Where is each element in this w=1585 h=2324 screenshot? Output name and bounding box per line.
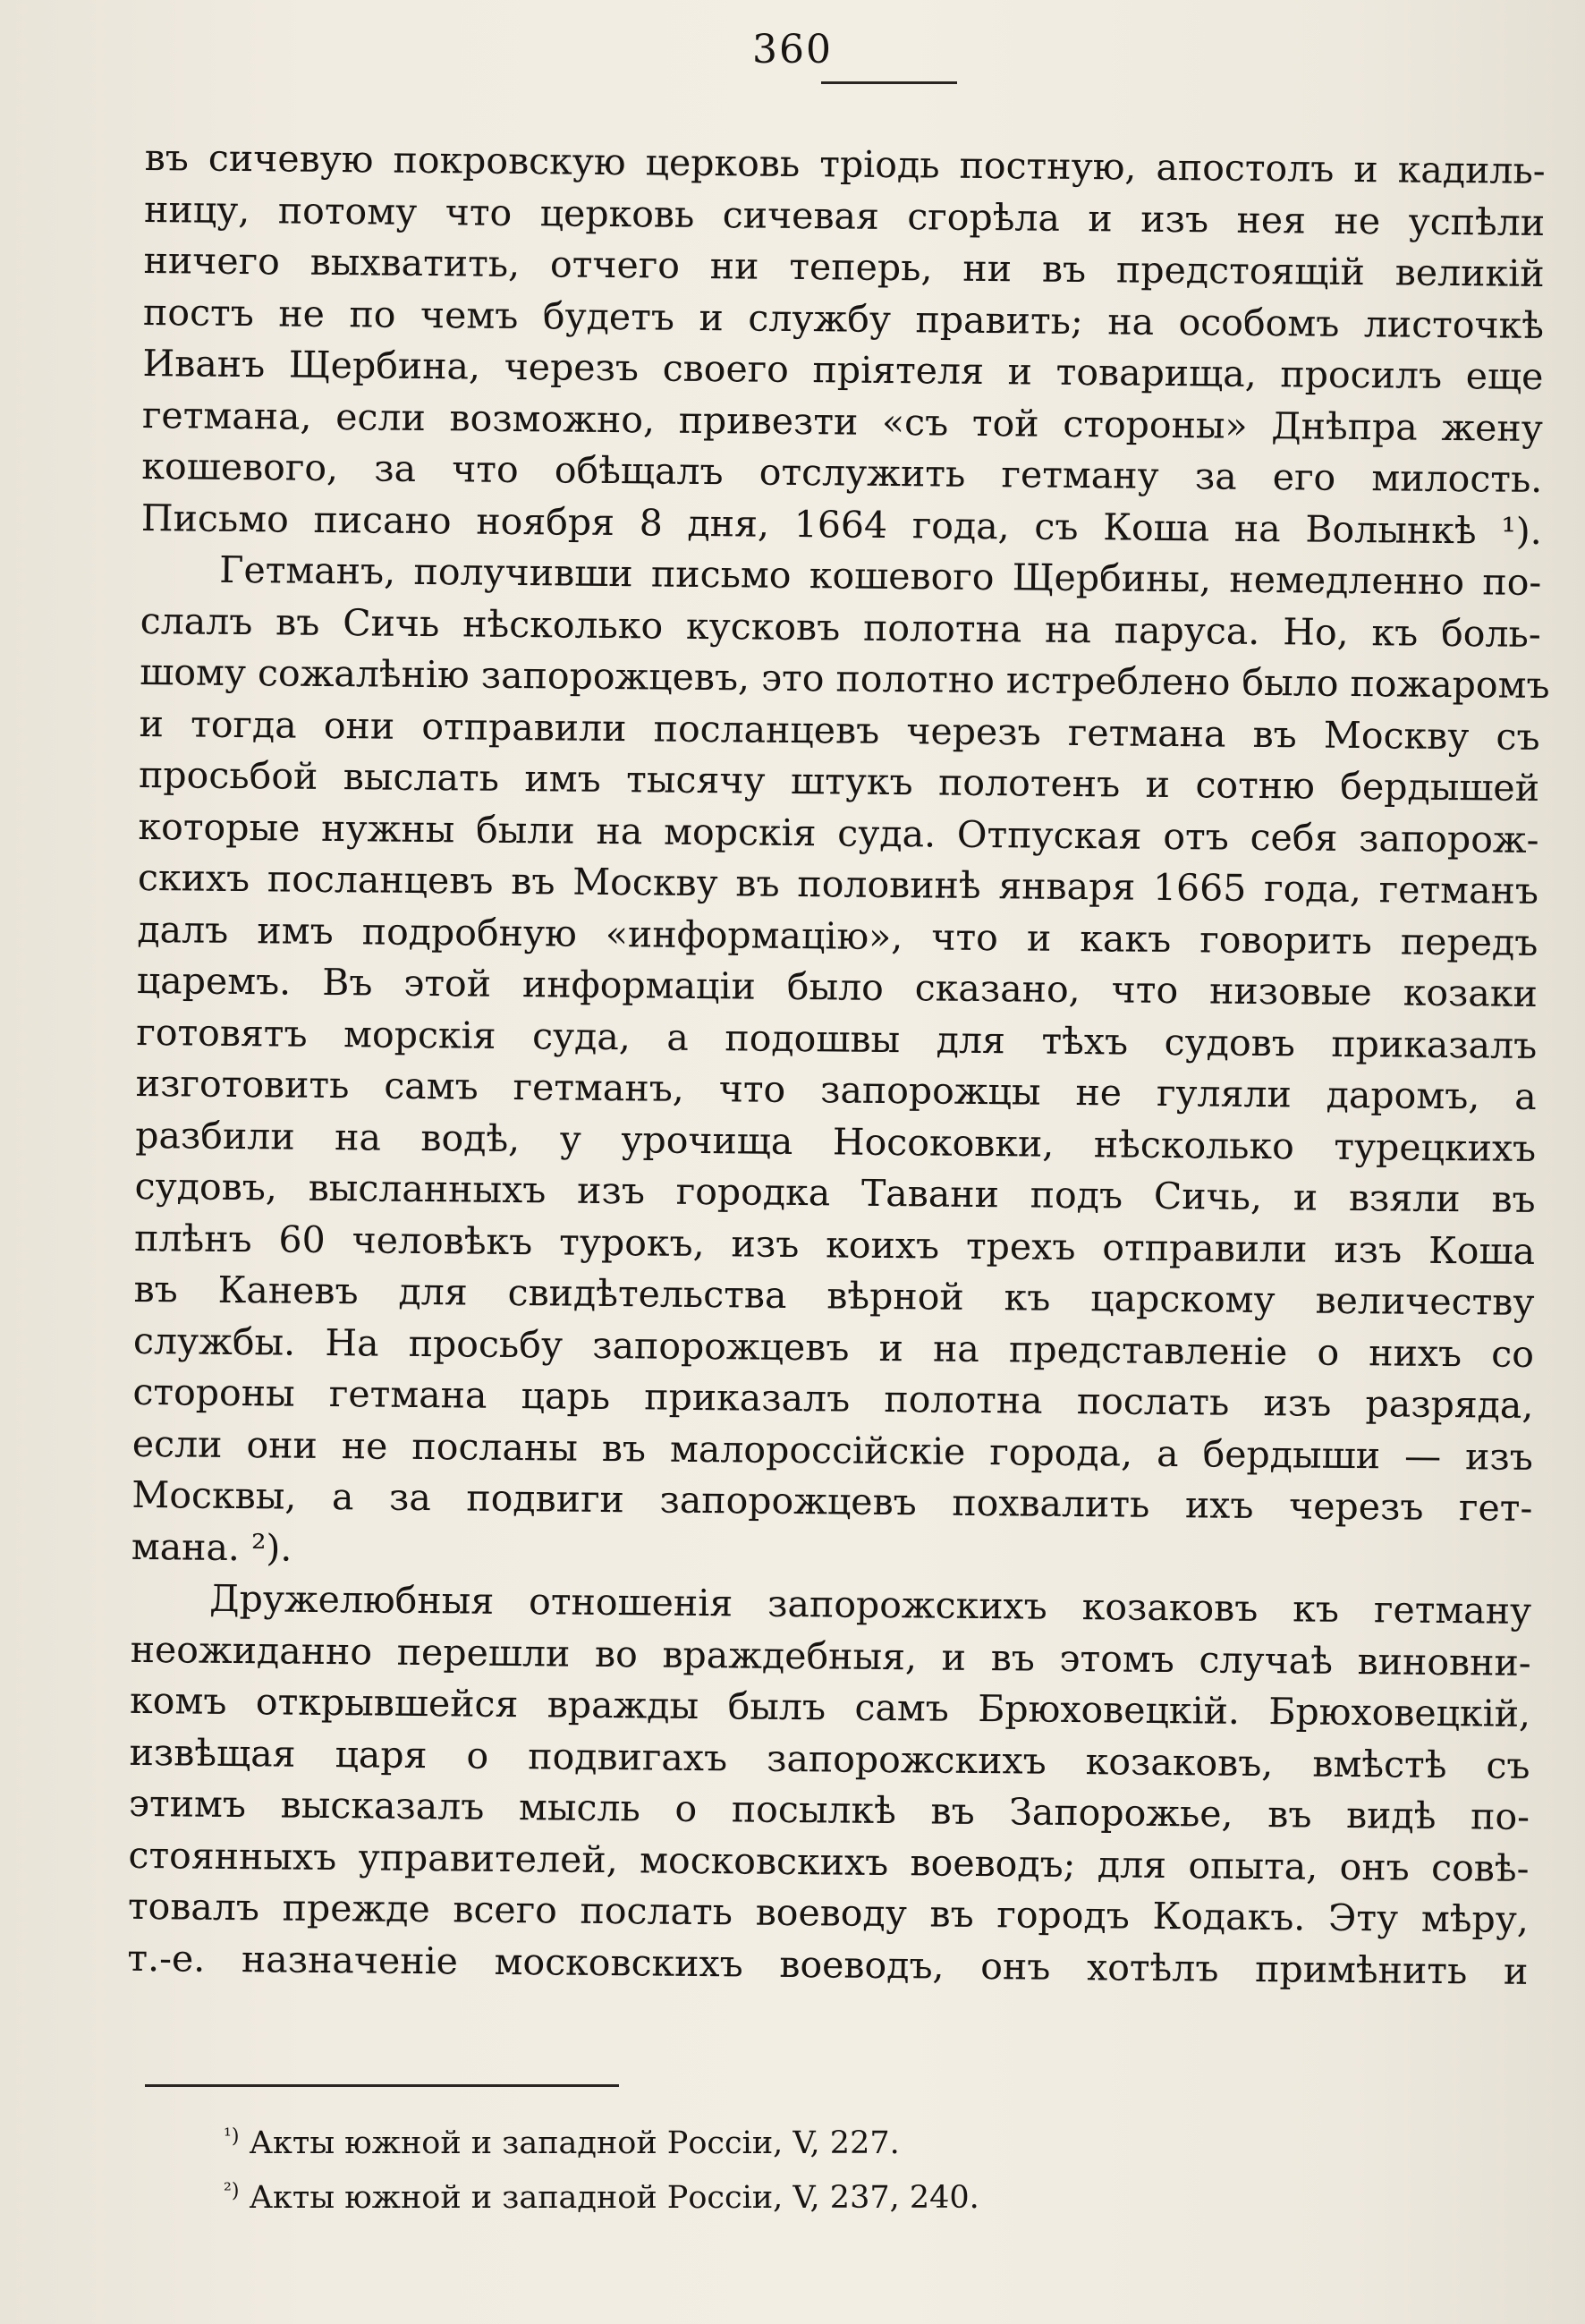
text-line: которые нужны были на морскія суда. Отпуская отъ себя запорож- bbox=[138, 804, 1539, 861]
text-line: ничего выхватить, отчего ни теперь, ни въ предстоящій великій bbox=[143, 238, 1545, 296]
text-line: службы. На просьбу запорожцевъ и на представленіе о нихъ со bbox=[132, 1319, 1535, 1376]
text-line: комъ открывшейся вражды былъ самъ Брюховецкій. Брюховецкій, bbox=[129, 1678, 1531, 1735]
text-line: извѣщая царя о подвигахъ запорожскихъ козаковъ, вмѣстѣ съ bbox=[129, 1730, 1530, 1787]
text-line: въ Каневъ для свидѣтельства вѣрной къ царскому величеству bbox=[133, 1267, 1535, 1324]
footnote-text: Акты южной и западной Россіи, V, 237, 240. bbox=[249, 2180, 979, 2216]
text-line: царемъ. Въ этой информаціи было сказано, что низовые козаки bbox=[136, 958, 1538, 1015]
text-line: стоянныхъ управителей, московскихъ воеводъ; для опыта, онъ совѣ- bbox=[128, 1833, 1530, 1890]
footnotes bbox=[224, 2113, 979, 2222]
footnote-separator bbox=[145, 2084, 619, 2087]
text-line: товалъ прежде всего послать воеводу въ городъ Кодакъ. Эту мѣру, bbox=[127, 1884, 1530, 1941]
text-line: шому сожалѣнію запорожцевъ, это полотно истреблено было пожаромъ bbox=[139, 649, 1550, 708]
text-line: неожиданно перешли во враждебныя, и въ этомъ случаѣ виновни- bbox=[130, 1627, 1531, 1684]
footnote-1 bbox=[224, 2113, 979, 2167]
text-line: судовъ, высланныхъ изъ городка Тавани подъ Сичь, и взяли въ bbox=[134, 1164, 1536, 1221]
text-line: просьбой выслать имъ тысячу штукъ полотенъ и сотню бердышей bbox=[138, 752, 1540, 810]
text-line: скихъ посланцевъ въ Москву въ половинѣ января 1665 года, гетманъ bbox=[137, 855, 1539, 912]
footnote-text: Акты южной и западной Россіи, V, 227. bbox=[249, 2125, 900, 2161]
text-line: Москвы, а за подвиги запорожцевъ похвалить ихъ черезъ гет- bbox=[131, 1472, 1533, 1530]
paragraph-end-line: мана. ²). bbox=[131, 1524, 292, 1570]
text-line: постъ не по чемъ будетъ и службу править; на особомъ листочкѣ bbox=[142, 290, 1545, 347]
footnote-marker: ¹) bbox=[224, 2125, 240, 2148]
text-line: гетмана, если возможно, привезти «съ той стороны» Днѣпра жену bbox=[141, 393, 1544, 450]
text-line: изготовить самъ гетманъ, что запорожцы не гуляли даромъ, а bbox=[135, 1061, 1537, 1118]
page-number: 360 bbox=[752, 27, 833, 72]
text-line: слалъ въ Сичь нѣсколько кусковъ полотна на паруса. Но, къ боль- bbox=[140, 598, 1541, 656]
paragraph-start-line: Гетманъ, получивши письмо кошевого Щербины, немедленно по- bbox=[219, 547, 1542, 605]
text-line: далъ имъ подробную «информацію», что и какъ говорить передъ bbox=[137, 907, 1538, 964]
text-line: т.-е. назначеніе московскихъ воеводъ, онъ хотѣлъ примѣнить и bbox=[127, 1936, 1529, 1993]
paragraph-start-line: Дружелюбныя отношенія запорожскихъ козаковъ къ гетману bbox=[209, 1576, 1532, 1633]
footnote-marker: ²) bbox=[224, 2180, 240, 2202]
text-line: Письмо писано ноября 8 дня, 1664 года, съ Коша на Волынкѣ ¹). bbox=[140, 496, 1543, 553]
footnote-2 bbox=[224, 2167, 979, 2222]
text-line: плѣнъ 60 человѣкъ турокъ, изъ коихъ трехъ отправили изъ Коша bbox=[133, 1216, 1536, 1273]
text-line: если они не посланы въ малороссійскіе города, а бердыши — изъ bbox=[131, 1421, 1534, 1479]
text-line: ницу, потому что церковь сичевая сгорѣла и изъ нея не успѣли bbox=[143, 187, 1546, 244]
text-line: въ сичевую покровскую церковь тріодь постную, апостолъ и кадиль- bbox=[144, 135, 1546, 193]
text-line: кошевого, за что обѣщалъ отслужить гетману за его милость. bbox=[141, 444, 1543, 502]
text-line: готовятъ морскія суда, а подошвы для тѣхъ судовъ приказалъ bbox=[136, 1010, 1538, 1067]
text-line: этимъ высказалъ мысль о посылкѣ въ Запорожье, въ видѣ по- bbox=[128, 1781, 1530, 1838]
text-line: разбили на водѣ, у урочища Носоковки, нѣсколько турецкихъ bbox=[135, 1113, 1537, 1170]
text-line: и тогда они отправили посланцевъ черезъ гетмана въ Москву съ bbox=[139, 701, 1540, 759]
text-line: Иванъ Щербина, черезъ своего пріятеля и товарища, просилъ еще bbox=[142, 341, 1544, 399]
body-text bbox=[127, 132, 1550, 1997]
page-number-rule bbox=[821, 81, 957, 84]
text-line: стороны гетмана царь приказалъ полотна послать изъ разряда, bbox=[132, 1370, 1534, 1427]
